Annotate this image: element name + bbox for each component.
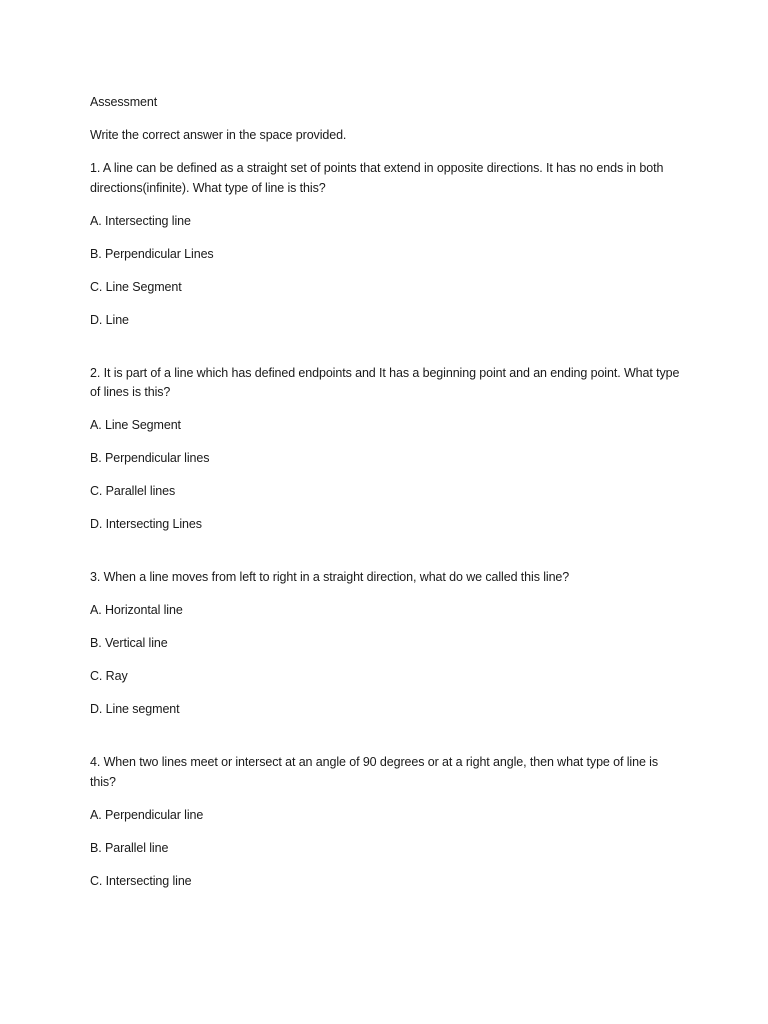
document-heading: Assessment — [90, 95, 158, 109]
question-block-1 — [90, 159, 680, 330]
instruction-text: Write the correct answer in the space provided. — [90, 128, 347, 142]
answer-option: B. Vertical line — [90, 636, 168, 650]
answer-option: B. Parallel line — [90, 840, 169, 855]
answer-option: B. Perpendicular Lines — [90, 246, 214, 261]
answer-option: C. Line Segment — [90, 279, 182, 294]
question-spacer — [90, 344, 680, 364]
question-text: 2. It is part of a line which has defined endpoints and It has a beginning point and an ending point. What type of lines is this? — [90, 365, 680, 399]
answer-option: A. Line Segment — [90, 418, 181, 432]
answer-option: C. Ray — [90, 669, 128, 683]
question-block-3 — [90, 568, 680, 720]
question-spacer — [90, 733, 680, 753]
answer-option: A. Horizontal line — [90, 603, 183, 617]
answer-option: B. Perpendicular lines — [90, 451, 210, 465]
question-text: 4. When two lines meet or intersect at an angle of 90 degrees or at a right angle, then what type of line is this? — [90, 755, 659, 789]
answer-option: C. Parallel lines — [90, 484, 176, 498]
document-body — [90, 93, 680, 905]
answer-option: D. Intersecting Lines — [90, 517, 202, 531]
answer-option: A. Perpendicular line — [90, 807, 204, 822]
question-block-2 — [90, 364, 680, 535]
question-text: 3. When a line moves from left to right in a straight direction, what do we called this line? — [90, 570, 570, 584]
answer-option: A. Intersecting line — [90, 213, 191, 228]
question-block-4 — [90, 753, 680, 891]
question-spacer — [90, 548, 680, 568]
answer-option: D. Line segment — [90, 702, 180, 716]
question-text: 1. A line can be defined as a straight set of points that extend in opposite directions. It has no ends in both directions(infinite). What type of line is this? — [90, 161, 664, 195]
answer-option: D. Line — [90, 312, 129, 327]
answer-option: C. Intersecting line — [90, 873, 192, 888]
